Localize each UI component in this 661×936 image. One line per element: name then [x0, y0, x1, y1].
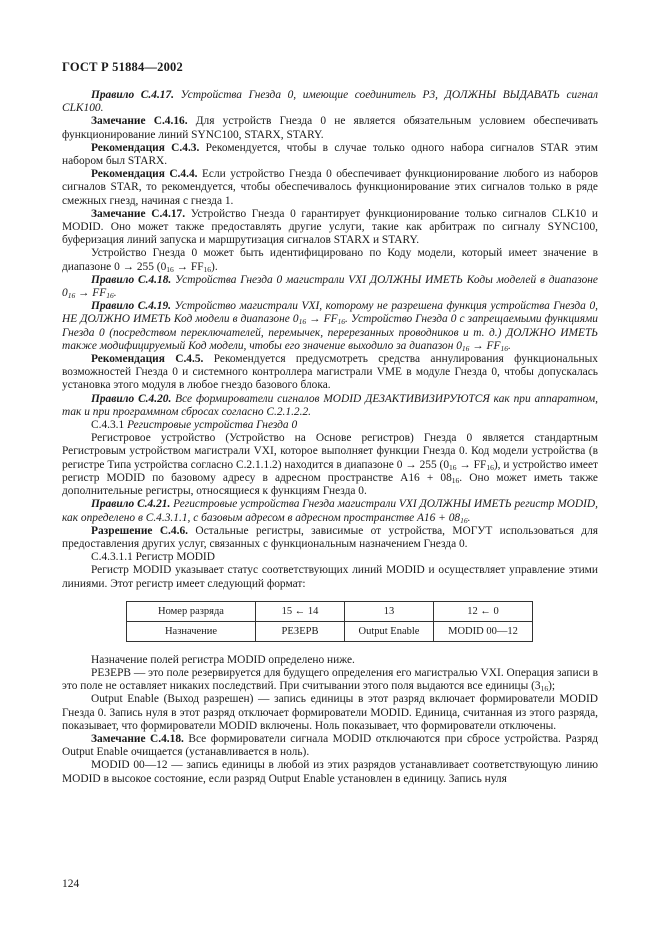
note-text: Для устройств Гнезда 0 не является обязательным условием обеспечивать функционирование линий SYNC100, STARX, STARY. — [62, 115, 598, 141]
reserved-field-paragraph — [62, 667, 598, 693]
register-device-paragraph — [62, 432, 598, 498]
table-cell: MODID 00—12 — [434, 621, 533, 641]
recommendation-text: Если устройство Гнезда 0 обеспечивает функционирование любого из наборов сигналов STAR, то рекомендуется, чтобы обеспечивалось функционирование этих сигналов только в ряде смежных гнезд, начиная с гнезда 1. — [62, 168, 598, 207]
recommendation-text: Рекомендуется предусмотреть средства аннулирования функциональных возможностей Гнезда 0 и системного контроллера магистрали VME в модуле Гнезда 0, чтобы допускалась установка этого модуля в любое гнездо базового блока. — [62, 353, 598, 392]
text-run: . Оно может иметь также дополнительные регистры, относящиеся к функциям Гнезда 0. — [62, 471, 598, 498]
modid-bits-paragraph: MODID 00—12 — запись единицы в любой из этих разрядов устанавливает соответствующую линию MODID в высокое состояние, если разряд Output Enable установлен в единицу. Запись нуля — [62, 759, 598, 785]
text-run: Устройство Гнезда 0 может быть идентифицировано по Коду модели, который имеет значение в диапазоне 0 → 255 (0 — [62, 247, 598, 273]
note-label: Замечание С.4.16. — [91, 115, 188, 128]
text-run: ). — [211, 260, 218, 273]
rule-text: Устройство магистрали VXI, которому не разрешена функция устройства Гнезда 0, НЕ ДОЛЖНО ИМЕТЬ Код модели в диапазоне 0 — [62, 300, 599, 326]
text-run: Регистровое устройство (Устройство на Основе регистров) Гнезда 0 является стандартным Регистровым устройством магистрали VXI, которое выполняет функции Гнезда 0. Код модели устройства (в регистре Типа устройства согласно С.2.1.1.2) находится в диапазоне 0 → 255 (0 — [62, 432, 598, 471]
field-definitions-intro: Назначение полей регистра MODID определено ниже. — [91, 653, 355, 666]
rule-label: Правило С.4.20. — [91, 392, 172, 405]
section-c4-3-1-heading — [62, 419, 598, 432]
model-code-paragraph — [62, 247, 598, 273]
subscript: 16 — [500, 343, 508, 353]
subscript: 16 — [337, 317, 346, 327]
permission-label: Разрешение С.4.6. — [91, 524, 188, 537]
subscript: 16 — [451, 475, 460, 485]
rule-label: Правило С.4.19. — [91, 300, 172, 313]
note-text: Все формирователи сигнала MODID отключаются при сбросе устройства. Разряд Output Enable очищается (устанавливается в ноль). — [62, 732, 598, 759]
section-c4-3-1-1-heading: С.4.3.1.1 Регистр MODID — [91, 551, 215, 564]
subscript: 16 — [203, 264, 212, 274]
recommendation-label: Рекомендация С.4.4. — [91, 168, 198, 181]
rule-text: → FF — [306, 313, 338, 326]
note-text: Устройство Гнезда 0 гарантирует функционирование только сигналов CLK10 и MODID. Оно может также предоставлять другие услуги, такие как арбитраж по сигналу SYNC100, буферизация линий запуска и маршрутизация сигналов STARX и STARY. — [62, 207, 598, 247]
rule-c4-20 — [62, 393, 598, 419]
rule-label: Правило С.4.18. — [91, 273, 172, 286]
rule-text: Все формирователи сигналов MODID ДЕЗАКТИВИЗИРУЮТСЯ как при аппаратном, так и при программном сбросах согласно С.2.1.2.2. — [62, 392, 598, 418]
rule-c4-17 — [62, 89, 598, 115]
recommendation-c4-3 — [62, 142, 598, 168]
rule-text: Устройства Гнезда 0 магистрали VXI ДОЛЖНЫ ИМЕТЬ Коды моделей в диапазоне 0 — [62, 273, 598, 300]
rule-text: . — [467, 511, 471, 524]
permission-c4-6 — [62, 525, 598, 551]
document-header: ГОСТ Р 51884—2002 — [62, 60, 183, 74]
table-cell: Output Enable — [345, 621, 434, 641]
rule-label: Правило С.4.17. — [91, 89, 175, 101]
text-run: ); — [548, 680, 556, 693]
permission-text: Остальные регистры, зависимые от устройства, МОГУТ использоваться для предоставления других услуг, связанных с функциональным назначением Гнезда 0. — [62, 524, 599, 550]
subscript: 16 — [106, 291, 114, 301]
rule-text: Регистровые устройства Гнезда магистрали VXI ДОЛЖНЫ ИМЕТЬ регистр MODID, как определено в С.4.3.1.1, с базовым адресом в адресном пространстве А16 + 08 — [62, 498, 598, 524]
rule-text: → FF — [469, 339, 501, 352]
table-cell: 12 ← 0 — [434, 601, 533, 621]
rule-c4-21 — [62, 498, 598, 524]
text-run: РЕЗЕРВ — это поле резервируется для будущего определения его магистралью VXI. Операция записи в это поле не оставляет никаких последствий. При считывании этого поля выдаются все единицы (3 — [62, 666, 598, 693]
text-run: → FF — [456, 458, 487, 471]
note-c4-16 — [62, 115, 598, 141]
rule-label: Правило С.4.21. — [91, 498, 171, 511]
recommendation-label: Рекомендация С.4.3. — [91, 141, 200, 154]
rule-text: . — [507, 339, 511, 352]
rule-text: Устройства Гнезда 0, имеющие соединитель Р3, ДОЛЖНЫ ВЫДАВАТЬ сигнал CLK100. — [62, 89, 598, 115]
rule-c4-18 — [62, 274, 598, 300]
note-label: Замечание С.4.17. — [91, 207, 186, 220]
output-enable-paragraph: Output Enable (Выход разрешен) — запись единицы в этот разряд включает формирователи MODID Гнезда 0. Запись нуля в этот разряд отключает формирователи MODID. Единица, считанная из этого разряда, показывает, что формирователи MODID включены. Ноль показывает, что формирователи отключены. — [62, 693, 598, 732]
recommendation-c4-5 — [62, 353, 598, 393]
table-cell: Номер разряда — [127, 601, 256, 621]
table-cell: 15 ← 14 — [256, 601, 345, 621]
subscript: 16 — [67, 291, 76, 301]
note-c4-17 — [62, 208, 598, 248]
rule-text: → FF — [75, 287, 107, 300]
modid-register-intro: Регистр MODID указывает статус соответствующих линий MODID и осуществляет управление этими линиями. Этот регистр имеет следующий формат: — [62, 564, 598, 590]
note-label: Замечание С.4.18. — [91, 732, 184, 745]
section-title: Регистровые устройства Гнезда 0 — [127, 419, 298, 432]
page-number: 124 — [62, 878, 80, 890]
section-number: С.4.3.1 — [91, 419, 128, 432]
table-cell: 13 — [345, 601, 434, 621]
recommendation-label: Рекомендация С.4.5. — [91, 353, 204, 366]
rule-c4-19 — [62, 300, 598, 353]
note-c4-18 — [62, 733, 598, 759]
subscript: 16 — [166, 264, 174, 274]
rule-text: . — [113, 287, 117, 300]
subscript: 16 — [298, 317, 307, 327]
document-page — [62, 60, 598, 786]
table-row — [127, 621, 533, 641]
subscript: 16 — [540, 684, 549, 694]
table-cell: РЕЗЕРВ — [256, 621, 345, 641]
text-run: → FF — [173, 260, 204, 273]
subscript: 16 — [461, 343, 470, 353]
subscript: 16 — [460, 515, 468, 525]
text-run: ), и устройство имеет регистр MODID по базовому адресу в адресном пространстве А16 + 08 — [62, 458, 599, 484]
rule-text: . Устройство Гнезда 0 с запрещаемыми функциями Гнезда 0 (посредством переключателей, перемычек, перерезанных проводников и т. д.) ДОЛЖНО ИМЕТЬ также модифицируемый Код модели, чтобы его значение выходило за диапазон 0 — [62, 313, 598, 352]
subscript: 16 — [449, 462, 457, 472]
recommendation-c4-4 — [62, 168, 598, 208]
modid-register-format-table — [126, 601, 533, 642]
recommendation-text: Рекомендуется, чтобы в случае только одного набора сигналов STAR этим набором был STARX. — [62, 141, 598, 168]
table-row — [127, 601, 533, 621]
table-cell: Назначение — [127, 621, 256, 641]
subscript: 16 — [486, 462, 494, 472]
